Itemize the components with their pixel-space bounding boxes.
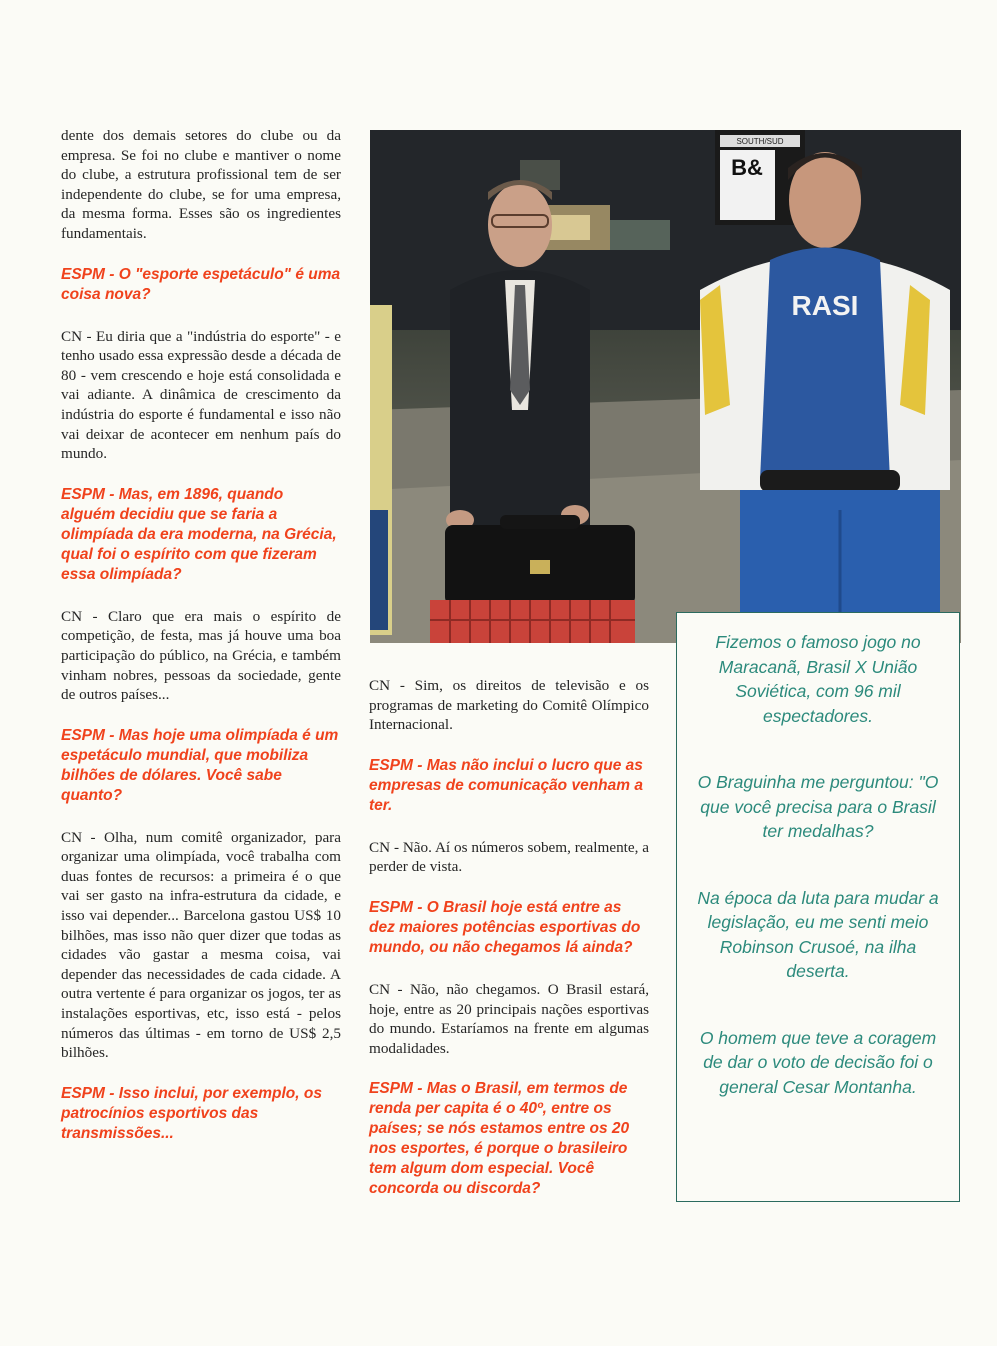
pull-quote: O Braguinha me perguntou: "O que você precisa para o Brasil ter medalhas? xyxy=(697,772,939,841)
answer-paragraph: CN - Eu diria que a "indústria do esporte" - e tenho usado essa expressão desde a década de 80 - vem crescendo e hoje está consolidada e vai adiante. A dinâmica de crescimento da indústria do esporte é fundamental e isso não vai deixar de acontecer em nenhum país do mundo. xyxy=(61,327,341,463)
interview-question: ESPM - O "esporte espetáculo" é uma coisa nova? xyxy=(61,265,341,303)
answer-paragraph: CN - Não, não chegamos. O Brasil estará, hoje, entre as 20 principais nações esportivas do mundo. Estaríamos na frente em algumas modalidades. xyxy=(369,980,649,1057)
interview-question: ESPM - Isso inclui, por exemplo, os patrocínios esportivos das transmissões... xyxy=(61,1084,322,1142)
pull-quote: O homem que teve a coragem de dar o voto de decisão foi o general Cesar Montanha. xyxy=(699,1027,937,1097)
interview-question: ESPM - O Brasil hoje está entre as dez maiores potências esportivas do mundo, ou não chegamos lá ainda? xyxy=(369,898,641,956)
pull-quote-box xyxy=(676,612,960,1202)
middle-text-column xyxy=(369,676,649,1199)
interview-question: ESPM - Mas não inclui o lucro que as empresas de comunicação venham a ter. xyxy=(369,756,643,814)
pull-quote: Na época da luta para mudar a legislação, eu me senti meio Robinson Crusoé, na ilha deserta. xyxy=(697,887,939,981)
shirt-lettering: RASI xyxy=(791,290,859,321)
answer-paragraph: CN - Claro que era mais o espírito de competição, de festa, mas já houve uma boa participação do público, na Grécia, e também vinham nobres, pessoas da sociedade, gente de outros países... xyxy=(61,607,341,704)
pull-quote: Fizemos o famoso jogo no Maracanã, Brasil X União Soviética, com 96 mil espectadores. xyxy=(715,632,921,726)
answer-paragraph: CN - Sim, os direitos de televisão e os programas de marketing do Comitê Olímpico Internacional. xyxy=(369,677,649,734)
left-text-column xyxy=(61,126,341,1144)
answer-paragraph: CN - Não. Aí os números sobem, realmente, a perder de vista. xyxy=(369,838,649,876)
sign-letters: B& xyxy=(731,155,763,180)
photo-illustration xyxy=(370,130,961,643)
answer-paragraph: CN - Olha, num comitê organizador, para organizar uma olimpíada, você trabalha com duas fontes de recursos: a primeira é o que vai ser gasto na infra-estrutura da cidade, e isso vai depender... Barcelona gastou US$ 10 bilhões, mas isso não quer dizer que todas as cidades vão gastar a mesma coisa, vai depender das necessidades de cada cidade. A outra vertente é para organizar os jogos, ter as instalações esportivas, etc, isso está - pelos números das últimas - em torno de US$ 2,5 bilhões. xyxy=(61,828,341,1062)
airport-photo xyxy=(370,130,961,643)
interview-question: ESPM - Mas, em 1896, quando alguém decidiu que se faria a olimpíada da era moderna, na Grécia, qual foi o espírito com que fizeram essa olimpíada? xyxy=(61,485,337,583)
sign-label: SOUTH/SUD xyxy=(736,137,784,146)
interview-question: ESPM - Mas o Brasil, em termos de renda per capita é o 40º, entre os países; se nós estamos entre os 20 nos esportes, é porque o brasileiro tem algum dom especial. Você concorda ou discorda? xyxy=(369,1080,630,1198)
interview-question: ESPM - Mas hoje uma olimpíada é um espetáculo mundial, que mobiliza bilhões de dólares. Você sabe quanto? xyxy=(61,726,339,804)
answer-paragraph: dente dos demais setores do clube ou da empresa. Se foi no clube e mantiver o nome do clube, a estrutura profissional tem de ser independente do clube, se for uma empresa, da mesma forma. Esses são os ingredientes fundamentais. xyxy=(61,127,341,242)
